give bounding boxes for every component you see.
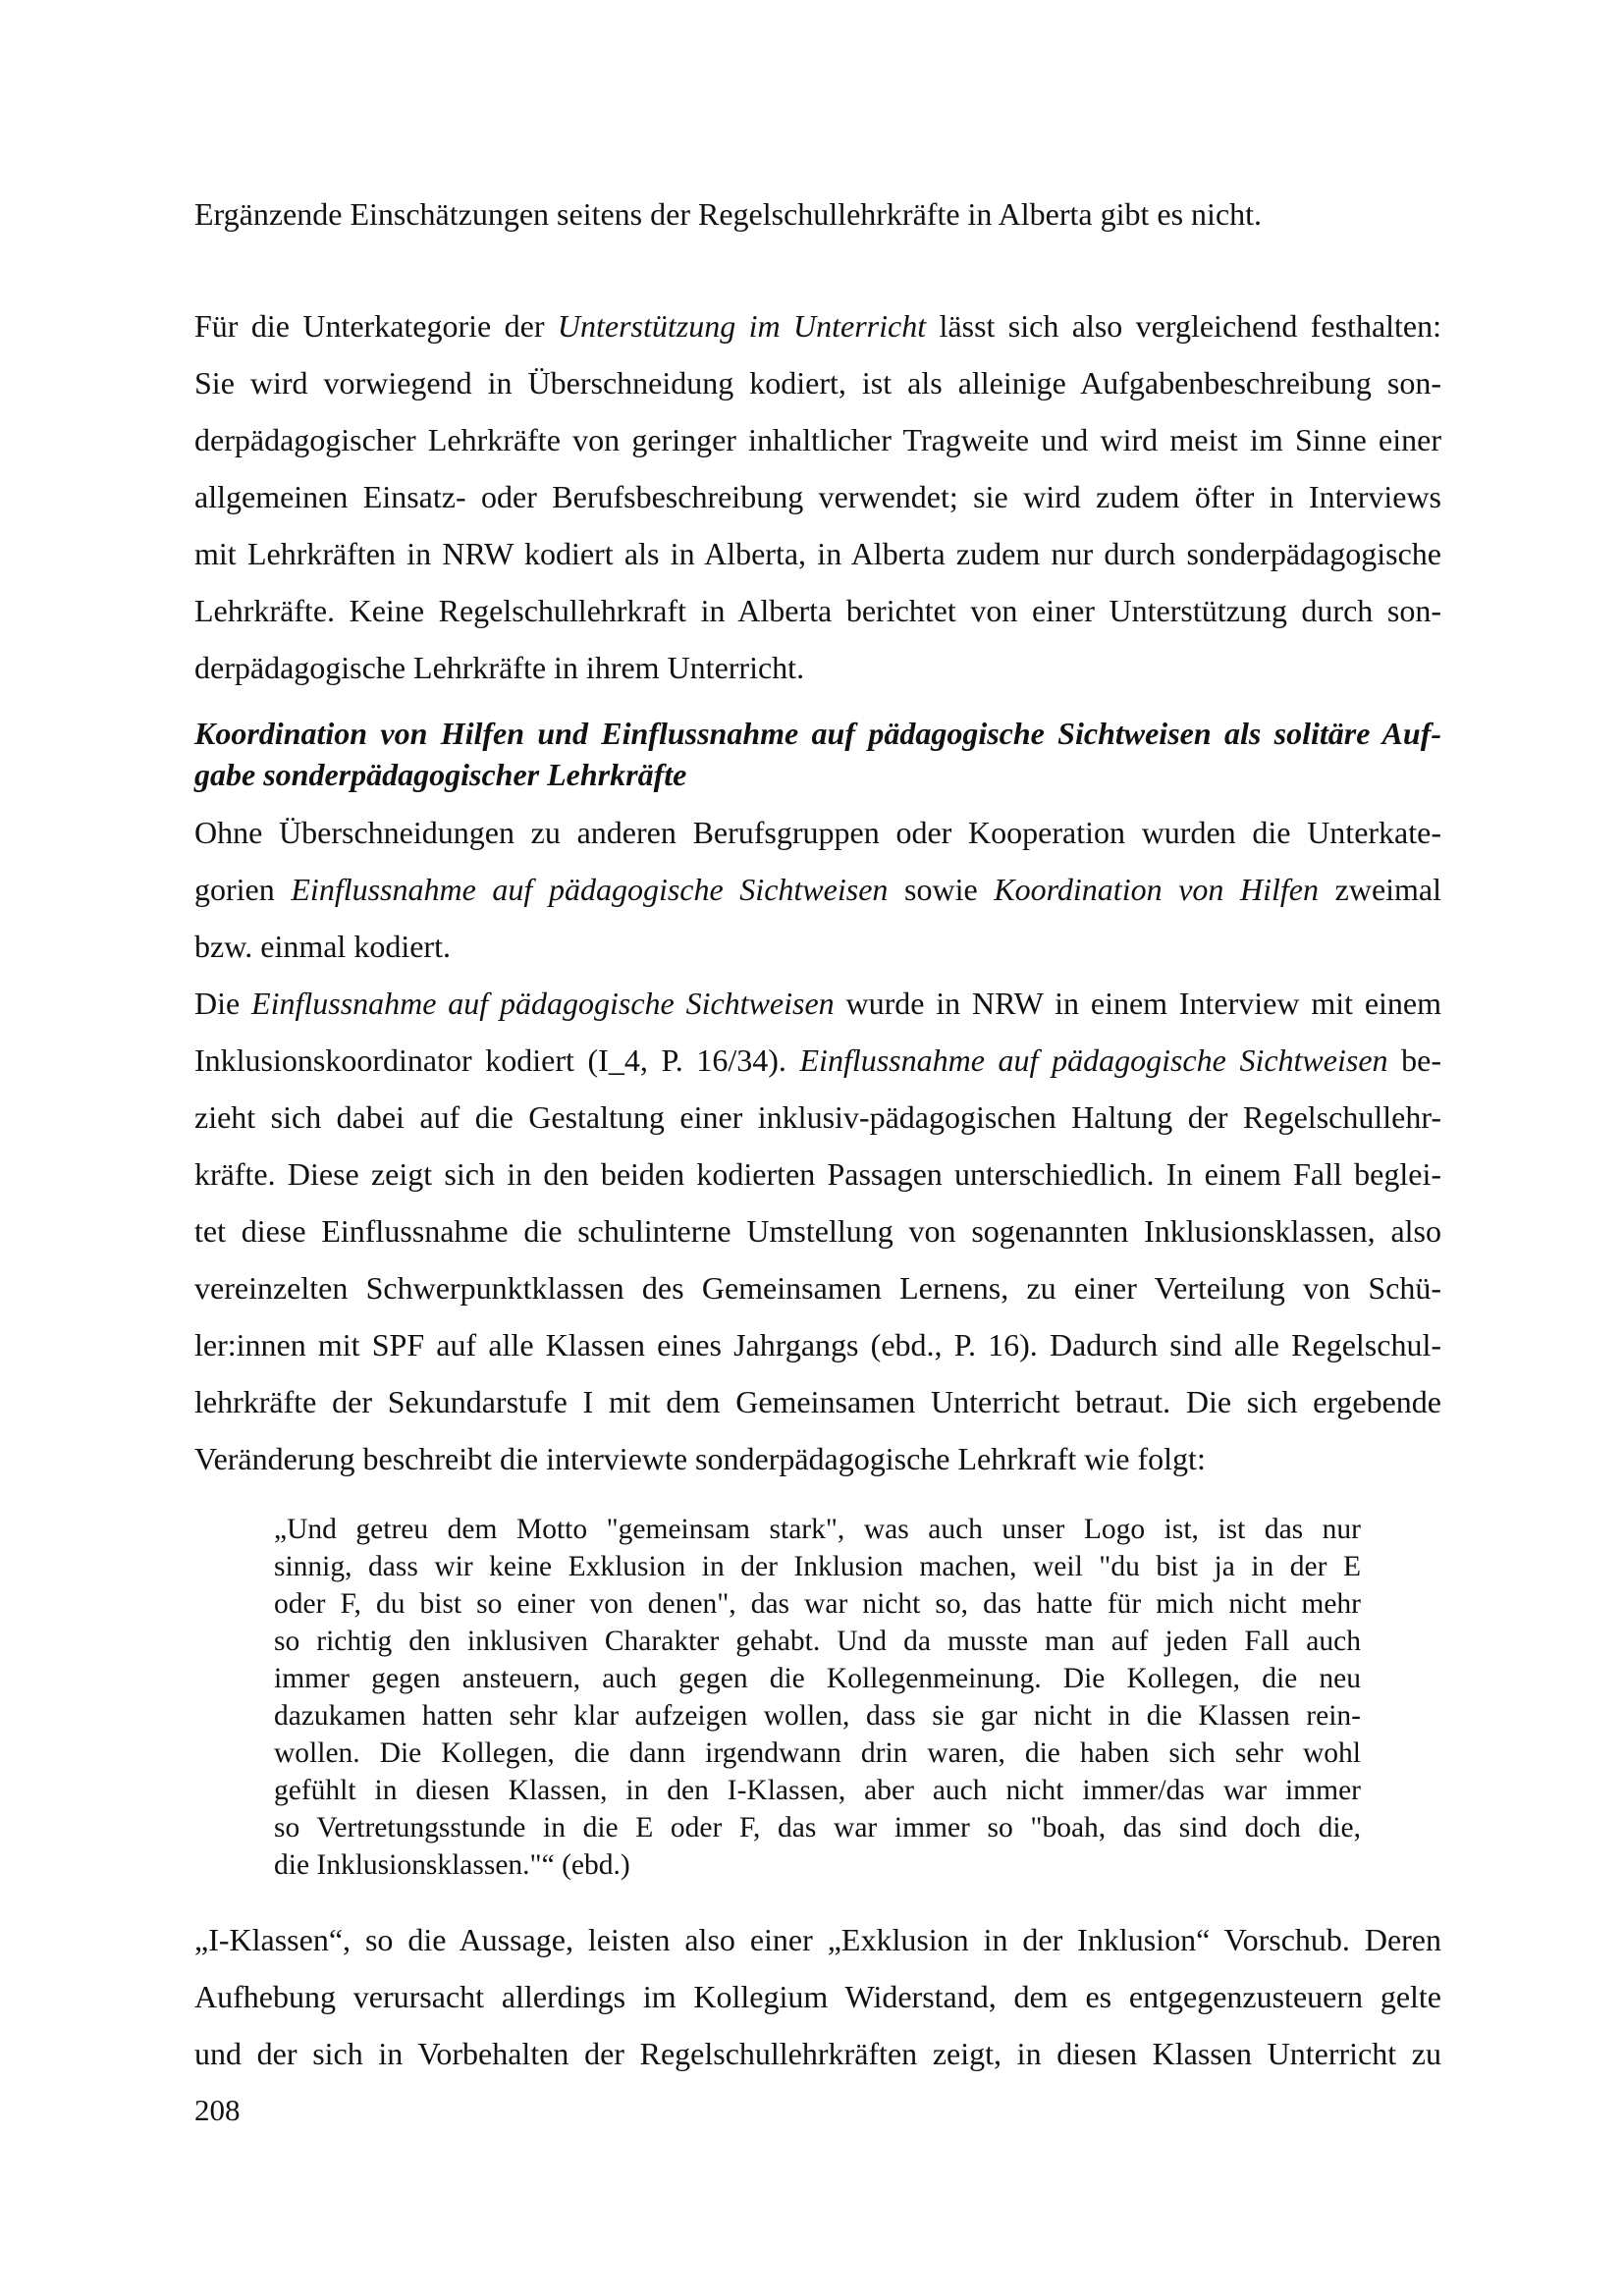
text-line: allgemeinen Einsatz- oder Berufsbeschreibung verwendet; sie wird zudem öfter in Interviews [194, 479, 1441, 514]
text-line: Veränderung beschreibt die interviewte sonderpädagogische Lehrkraft wie folgt: [194, 1441, 1206, 1476]
quote-line: immer gegen ansteuern, auch gegen die Kollegenmeinung. Die Kollegen, die neu [274, 1663, 1361, 1694]
text-line: tet diese Einflussnahme die schulinterne Umstellung von sogenannten Inklusionsklassen, also [194, 1213, 1441, 1249]
emphasis: Einflussnahme auf pädagogische Sichtweisen [799, 1042, 1388, 1078]
heading-line: gabe sonderpädagogischer Lehrkräfte [194, 757, 687, 792]
quote-line: oder F, du bist so einer von denen", das war nicht so, das hatte für mich nicht mehr [274, 1588, 1361, 1620]
emphasis: Einflussnahme auf pädagogische Sichtweisen [251, 986, 835, 1021]
text-line: ler:innen mit SPF auf alle Klassen eines Jahrgangs (ebd., P. 16). Dadurch sind alle Regelschul- [194, 1327, 1441, 1362]
text-line: Sie wird vorwiegend in Überschneidung kodiert, ist als alleinige Aufgabenbeschreibung son- [194, 365, 1441, 400]
text-line: derpädagogischer Lehrkräfte von geringer inhaltlicher Tragweite und wird meist im Sinne einer [194, 422, 1441, 457]
text-line: zieht sich dabei auf die Gestaltung einer inklusiv-pädagogischen Haltung der Regelschullehr- [194, 1099, 1441, 1135]
quote-line: die Inklusionsklassen."“ (ebd.) [274, 1849, 630, 1881]
text-line: vereinzelten Schwerpunktklassen des Gemeinsamen Lernens, zu einer Verteilung von Schü- [194, 1270, 1441, 1306]
page-number: 208 [194, 2093, 241, 2127]
heading-line: Koordination von Hilfen und Einflussnahme auf pädagogische Sichtweisen als solitäre Auf- [194, 716, 1441, 751]
emphasis: Unterstützung im Unterricht [557, 308, 927, 344]
quote-line: wollen. Die Kollegen, die dann irgendwann drin waren, die haben sich sehr wohl [274, 1737, 1361, 1769]
text-line: Lehrkräfte. Keine Regelschullehrkraft in Alberta berichtet von einer Unterstützung durch son- [194, 593, 1441, 628]
paragraph-intro: Ergänzende Einschätzungen seitens der Regelschullehrkräfte in Alberta gibt es nicht. [194, 196, 1263, 232]
text-line: mit Lehrkräften in NRW kodiert als in Alberta, in Alberta zudem nur durch sonderpädagogische [194, 536, 1441, 571]
quote-line: so Vertretungsstunde in die E oder F, das war immer so "boah, das sind doch die, [274, 1812, 1361, 1843]
quote-line: dazukamen hatten sehr klar aufzeigen wollen, dass sie gar nicht in die Klassen rein- [274, 1700, 1361, 1732]
text-line: Aufhebung verursacht allerdings im Kollegium Widerstand, dem es entgegenzusteuern gelte [194, 1979, 1441, 2014]
quote-line: „Und getreu dem Motto "gemeinsam stark", was auch unser Logo ist, ist das nur [274, 1514, 1361, 1545]
text-line: Die Einflussnahme auf pädagogische Sichtweisen wurde in NRW in einem Interview mit einem [194, 986, 1442, 1021]
text-line: Ohne Überschneidungen zu anderen Berufsgruppen oder Kooperation wurden die Unterkate- [194, 815, 1441, 850]
text-line: gorien Einflussnahme auf pädagogische Sichtweisen sowie Koordination von Hilfen zweimal [194, 872, 1442, 907]
emphasis: Einflussnahme auf pädagogische Sichtweisen [291, 872, 889, 907]
text-line: Für die Unterkategorie der Unterstützung im Unterricht lässt sich also vergleichend festhalten: [194, 308, 1442, 344]
text-line: derpädagogische Lehrkräfte in ihrem Unterricht. [194, 650, 805, 685]
text-line: „I-Klassen“, so die Aussage, leisten also einer „Exklusion in der Inklusion“ Vorschub. Deren [194, 1922, 1441, 1957]
text-line: bzw. einmal kodiert. [194, 929, 451, 964]
text-line: und der sich in Vorbehalten der Regelschullehrkräften zeigt, in diesen Klassen Unterricht zu [194, 2036, 1441, 2071]
quote-line: gefühlt in diesen Klassen, in den I-Klassen, aber auch nicht immer/das war immer [274, 1775, 1361, 1806]
text-line: Inklusionskoordinator kodiert (I_4, P. 16/34). Einflussnahme auf pädagogische Sichtweisen be- [194, 1042, 1442, 1078]
emphasis: Koordination von Hilfen [994, 872, 1320, 907]
text-line: lehrkräfte der Sekundarstufe I mit dem Gemeinsamen Unterricht betraut. Die sich ergebende [194, 1384, 1441, 1419]
text-line: kräfte. Diese zeigt sich in den beiden kodierten Passagen unterschiedlich. In einem Fall beglei- [194, 1156, 1441, 1192]
quote-line: so richtig den inklusiven Charakter gehabt. Und da musste man auf jeden Fall auch [274, 1626, 1361, 1657]
quote-line: sinnig, dass wir keine Exklusion in der Inklusion machen, weil "du bist ja in der E [274, 1551, 1361, 1582]
